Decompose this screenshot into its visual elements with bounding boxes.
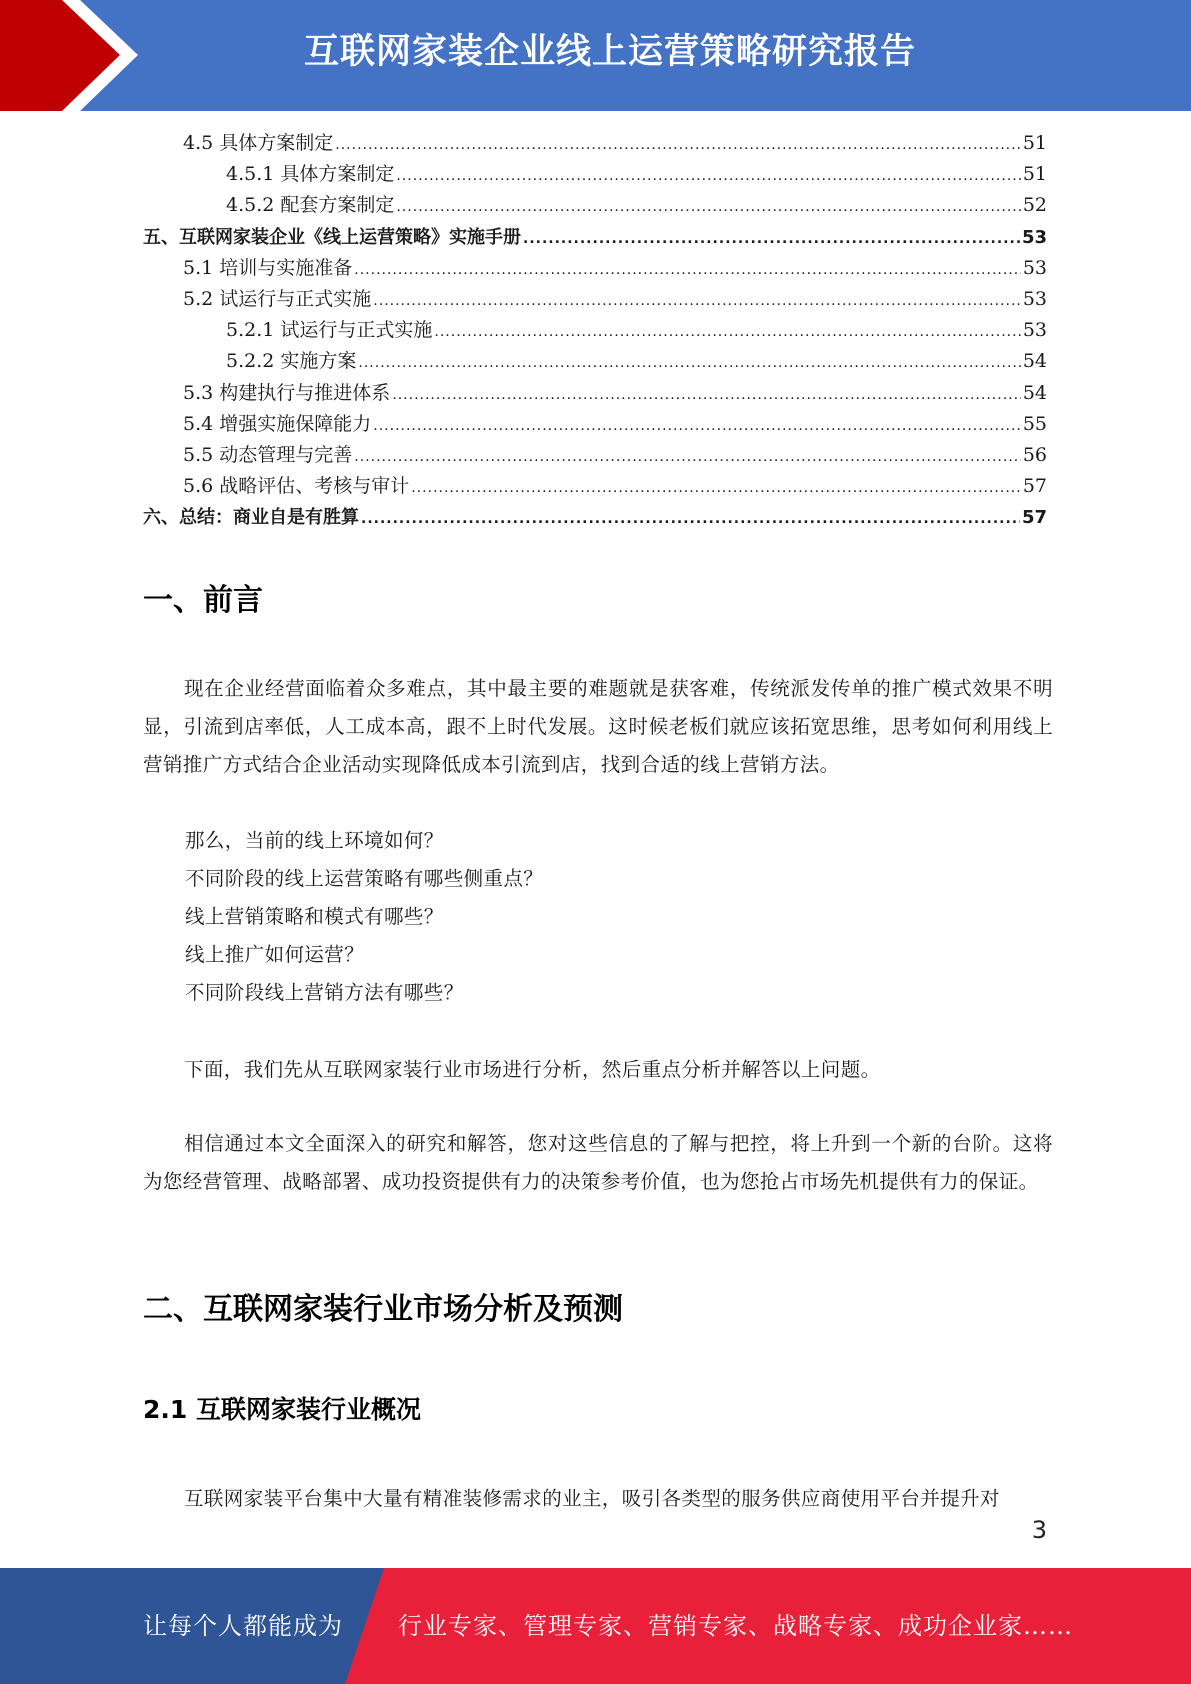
toc-entry[interactable] bbox=[143, 159, 1047, 190]
toc-entry[interactable] bbox=[143, 315, 1047, 346]
toc-entry-label: 4.5.2 配套方案制定 bbox=[226, 194, 395, 217]
page-footer bbox=[0, 1568, 1191, 1684]
toc-dot-leader bbox=[373, 411, 1021, 442]
toc-dot-leader bbox=[361, 504, 1020, 535]
toc-entry-page: 54 bbox=[1022, 381, 1047, 404]
subsection-heading: 2.1 互联网家装行业概况 bbox=[143, 1395, 421, 1424]
page-number: 3 bbox=[1031, 1516, 1047, 1544]
toc-dot-leader bbox=[373, 286, 1021, 317]
toc-entry[interactable] bbox=[143, 440, 1047, 471]
toc-entry-label: 5.2 试运行与正式实施 bbox=[183, 287, 372, 310]
toc-entry-label: 5.4 增强实施保障能力 bbox=[183, 412, 372, 435]
toc-dot-leader bbox=[396, 161, 1020, 192]
toc-dot-leader bbox=[434, 317, 1020, 348]
toc-entry-label: 5.2.2 实施方案 bbox=[226, 350, 357, 373]
question-item: 不同阶段的线上运营策略有哪些侧重点？ bbox=[185, 867, 544, 890]
toc-entry[interactable] bbox=[143, 253, 1047, 284]
toc-entry-page: 53 bbox=[1022, 256, 1047, 279]
question-item: 线上推广如何运营？ bbox=[185, 943, 365, 966]
footer-slogan-left: 让每个人都能成为 bbox=[143, 1612, 343, 1640]
toc-entry-label: 5.5 动态管理与完善 bbox=[183, 443, 353, 466]
toc-entry-label: 六、总结：商业自是有胜算 bbox=[143, 507, 359, 529]
toc-entry-label: 5.1 培训与实施准备 bbox=[183, 256, 353, 279]
toc-entry[interactable] bbox=[143, 346, 1047, 377]
toc-dot-leader bbox=[523, 224, 1020, 255]
toc-dot-leader bbox=[354, 255, 1021, 286]
toc-entry-page: 51 bbox=[1022, 132, 1047, 154]
toc-entry-page: 55 bbox=[1022, 412, 1047, 435]
toc-dot-leader bbox=[335, 130, 1021, 161]
paragraph: 下面，我们先从互联网家装行业市场进行分析，然后重点分析并解答以上问题。 bbox=[184, 1058, 881, 1081]
question-list bbox=[185, 822, 543, 1012]
red-chevron-decoration bbox=[0, 0, 150, 111]
toc-dot-leader bbox=[358, 348, 1020, 379]
paragraph: 现在企业经营面临着众多难点，其中最主要的难题就是获客难，传统派发传单的推广模式效果不明显，引流到店率低，人工成本高，跟不上时代发展。这时候老板们就应该拓宽思维，思考如何利用线上营销推广方式结合企业活动实现降低成本引流到店，找到合适的线上营销方法。 bbox=[143, 677, 1053, 776]
toc-entry-label: 五、互联网家装企业《线上运营策略》实施手册 bbox=[143, 226, 521, 248]
toc-entry-label: 5.6 战略评估、考核与审计 bbox=[183, 475, 410, 498]
toc-entry-page: 57 bbox=[1022, 475, 1047, 498]
toc-entry-page: 56 bbox=[1022, 443, 1047, 466]
toc-entry-page: 57 bbox=[1021, 507, 1047, 529]
toc-dot-leader bbox=[392, 380, 1021, 411]
toc-entry[interactable] bbox=[143, 284, 1047, 315]
toc-entry[interactable] bbox=[143, 190, 1047, 221]
question-item: 那么，当前的线上环境如何？ bbox=[185, 829, 444, 852]
toc-entry-label: 4.5.1 具体方案制定 bbox=[226, 163, 395, 186]
toc-dot-leader bbox=[411, 473, 1021, 504]
question-item: 不同阶段线上营销方法有哪些？ bbox=[185, 981, 464, 1004]
toc-entry-page: 54 bbox=[1022, 350, 1047, 373]
toc-entry[interactable] bbox=[143, 409, 1047, 440]
toc-entry-page: 53 bbox=[1022, 319, 1047, 342]
toc-entry[interactable] bbox=[143, 222, 1047, 253]
question-item: 线上营销策略和模式有哪些？ bbox=[185, 905, 444, 928]
toc-entry[interactable] bbox=[143, 502, 1047, 533]
paragraph: 互联网家装平台集中大量有精准装修需求的业主，吸引各类型的服务供应商使用平台并提升对 bbox=[184, 1487, 1000, 1510]
toc-dot-leader bbox=[354, 442, 1021, 473]
toc-entry[interactable] bbox=[143, 378, 1047, 409]
toc-dot-leader bbox=[396, 192, 1020, 223]
toc-entry-page: 53 bbox=[1022, 287, 1047, 310]
toc-entry[interactable] bbox=[143, 471, 1047, 502]
report-title: 互联网家装企业线上运营策略研究报告 bbox=[303, 32, 916, 72]
toc-entry-label: 5.2.1 试运行与正式实施 bbox=[226, 319, 433, 342]
toc-entry[interactable] bbox=[143, 128, 1047, 159]
section-heading-preface: 一、前言 bbox=[143, 583, 263, 618]
toc-entry-label: 5.3 构建执行与推进体系 bbox=[183, 381, 391, 404]
toc-entry-label: 4.5 具体方案制定 bbox=[183, 132, 334, 154]
section-heading-market-analysis: 二、互联网家装行业市场分析及预测 bbox=[143, 1292, 623, 1327]
toc-entry-page: 52 bbox=[1022, 194, 1047, 217]
footer-slogan-right: 行业专家、管理专家、营销专家、战略专家、成功企业家…… bbox=[398, 1612, 1073, 1640]
table-of-contents bbox=[143, 128, 1047, 533]
toc-entry-page: 51 bbox=[1022, 163, 1047, 186]
page-header bbox=[0, 0, 1191, 111]
toc-entry-page: 53 bbox=[1021, 226, 1047, 248]
paragraph: 相信通过本文全面深入的研究和解答，您对这些信息的了解与把控，将上升到一个新的台阶。这将为您经营管理、战略部署、成功投资提供有力的决策参考价值，也为您抢占市场先机提供有力的保证。 bbox=[143, 1132, 1053, 1193]
